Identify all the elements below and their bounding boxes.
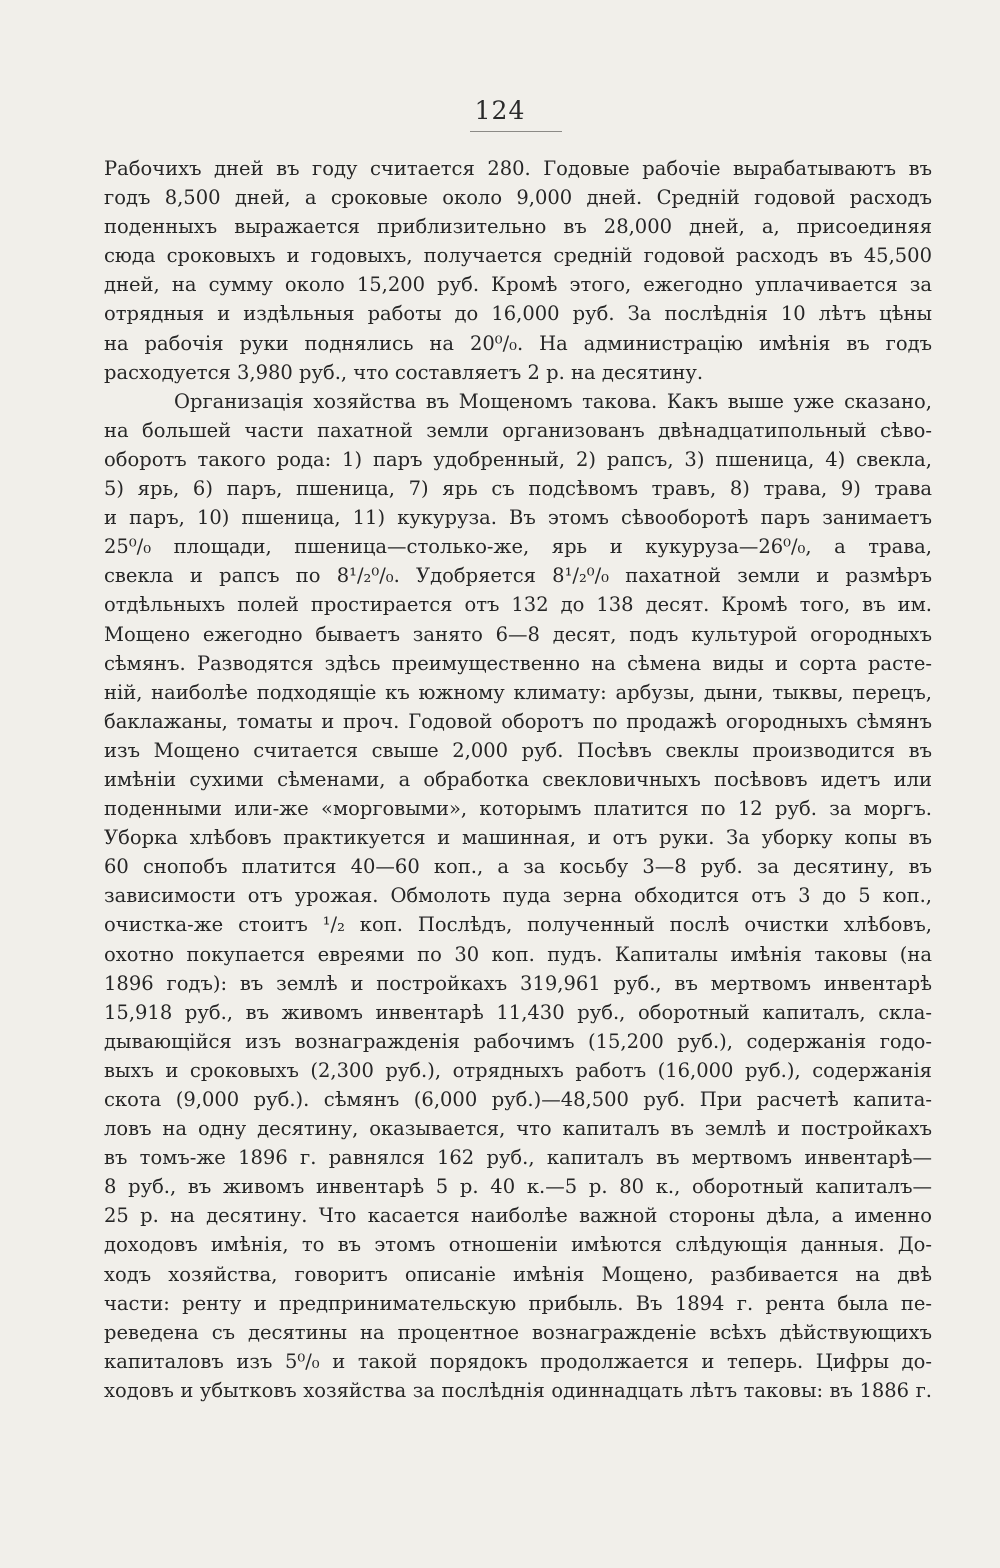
- text-line: свекла и рапсъ по 8¹/₂⁰/₀. Удобряется 8¹/₂⁰/₀ пахатной земли и размѣръ: [104, 564, 932, 588]
- text-line: имѣніи сухими сѣменами, а обработка свекловичныхъ посѣвовъ идетъ или: [104, 767, 932, 791]
- text-line: скота (9,000 руб.). сѣмянъ (6,000 руб.)—48,500 руб. При расчетѣ капита-: [104, 1088, 932, 1111]
- text-line: 8 руб., въ живомъ инвентарѣ 5 р. 40 к.—5 р. 80 к., оборотный капиталъ—: [104, 1175, 932, 1199]
- text-line: расходуется 3,980 руб., что составляетъ 2 р. на десятину.: [104, 360, 704, 384]
- text-line: поденныхъ выражается приблизительно въ 28,000 дней, а, присоединяя: [104, 215, 932, 239]
- text-line: капиталовъ изъ 5⁰/₀ и такой порядокъ продолжается и теперь. Цифры до-: [104, 1349, 932, 1373]
- text-line: 15,918 руб., въ живомъ инвентарѣ 11,430 руб., оборотный капиталъ, скла-: [104, 1000, 932, 1024]
- text-line: доходовъ имѣнія, то въ этомъ отношеніи имѣются слѣдующія данныя. До-: [104, 1233, 932, 1257]
- text-line: отрядныя и издѣльныя работы до 16,000 руб. За послѣднія 10 лѣтъ цѣны: [104, 302, 932, 326]
- text-line: очистка-же стоитъ ¹/₂ коп. Послѣдъ, полученный послѣ очистки хлѣбовъ,: [104, 913, 932, 937]
- text-line: изъ Мощено считается свыше 2,000 руб. Посѣвъ свеклы производится въ: [104, 738, 932, 762]
- text-line: 60 снопобъ платится 40—60 коп., а за косьбу 3—8 руб. за десятину, въ: [104, 855, 932, 879]
- text-line: Уборка хлѣбовъ практикуется и машинная, и отъ руки. За уборку копы въ: [104, 826, 932, 850]
- text-line: сюда сроковыхъ и годовыхъ, получается средній годовой расходъ въ 45,500: [104, 244, 932, 268]
- text-line: 25⁰/₀ площади, пшеница—столько-же, ярь и кукуруза—26⁰/₀, а трава,: [104, 535, 932, 559]
- text-line: на рабочія руки поднялись на 20⁰/₀. На администрацію имѣнія въ годъ: [104, 331, 932, 355]
- text-line: 5) ярь, 6) паръ, пшеница, 7) ярь съ подсѣвомъ травъ, 8) трава, 9) трава: [104, 477, 932, 501]
- text-line: дывающійся изъ вознагражденія рабочимъ (15,200 руб.), содержанія годо-: [104, 1029, 932, 1053]
- body-text: [104, 154, 932, 1405]
- text-line: ній, наиболѣе подходящіе къ южному климату: арбузы, дыни, тыквы, перецъ,: [104, 680, 932, 704]
- text-line: отдѣльныхъ полей простирается отъ 132 до 138 десят. Кромѣ того, въ им.: [104, 593, 932, 617]
- text-line: годъ 8,500 дней, а сроковые около 9,000 дней. Средній годовой расходъ: [104, 186, 932, 210]
- text-line: 25 р. на десятину. Что касается наиболѣе важной стороны дѣла, а именно: [104, 1204, 932, 1228]
- text-line: и паръ, 10) пшеница, 11) кукуруза. Въ этомъ сѣвооборотѣ паръ занимаетъ: [104, 506, 932, 530]
- text-line: на большей части пахатной земли организованъ двѣнадцатипольный сѣво-: [104, 418, 932, 442]
- text-line: поденными или-же «морговыми», которымъ платится по 12 руб. за моргъ.: [104, 797, 932, 821]
- text-line: Мощено ежегодно бываетъ занято 6—8 десят, подъ культурой огородныхъ: [104, 622, 932, 646]
- text-line: охотно покупается евреями по 30 коп. пудъ. Капиталы имѣнія таковы (на: [104, 942, 932, 966]
- text-line: Рабочихъ дней въ году считается 280. Годовые рабочіе вырабатываютъ въ: [104, 157, 932, 180]
- text-line: Организація хозяйства въ Мощеномъ такова. Какъ выше уже сказано,: [174, 389, 932, 413]
- text-line: сѣмянъ. Разводятся здѣсь преимущественно на сѣмена виды и сорта расте-: [104, 651, 932, 675]
- text-line: ловъ на одну десятину, оказывается, что капиталъ въ землѣ и постройкахъ: [104, 1117, 932, 1141]
- text-line: дней, на сумму около 15,200 руб. Кромѣ этого, ежегодно уплачивается за: [104, 273, 932, 297]
- text-line: выхъ и сроковыхъ (2,300 руб.), отрядныхъ работъ (16,000 руб.), содержанія: [104, 1058, 932, 1082]
- page-number-rule: [470, 131, 562, 132]
- text-line: оборотъ такого рода: 1) паръ удобренный, 2) рапсъ, 3) пшеница, 4) свекла,: [104, 447, 932, 471]
- text-line: ходовъ и убытковъ хозяйства за послѣднія одиннадцать лѣтъ таковы: въ 1886 г.: [104, 1378, 932, 1402]
- text-line: въ томъ-же 1896 г. равнялся 162 руб., капиталъ въ мертвомъ инвентарѣ—: [104, 1146, 932, 1170]
- text-line: реведена съ десятины на процентное вознагражденіе всѣхъ дѣйствующихъ: [104, 1320, 932, 1344]
- page-number: 124: [474, 96, 526, 125]
- text-line: 1896 годъ): въ землѣ и постройкахъ 319,961 руб., въ мертвомъ инвентарѣ: [104, 971, 932, 995]
- text-line: части: ренту и предпринимательскую прибыль. Въ 1894 г. рента была пе-: [104, 1291, 932, 1315]
- text-line: зависимости отъ урожая. Обмолоть пуда зерна обходится отъ 3 до 5 коп.,: [104, 884, 932, 908]
- text-line: баклажаны, томаты и проч. Годовой оборотъ по продажѣ огородныхъ сѣмянъ: [104, 709, 932, 733]
- text-line: ходъ хозяйства, говоритъ описаніе имѣнія Мощено, разбивается на двѣ: [104, 1262, 932, 1286]
